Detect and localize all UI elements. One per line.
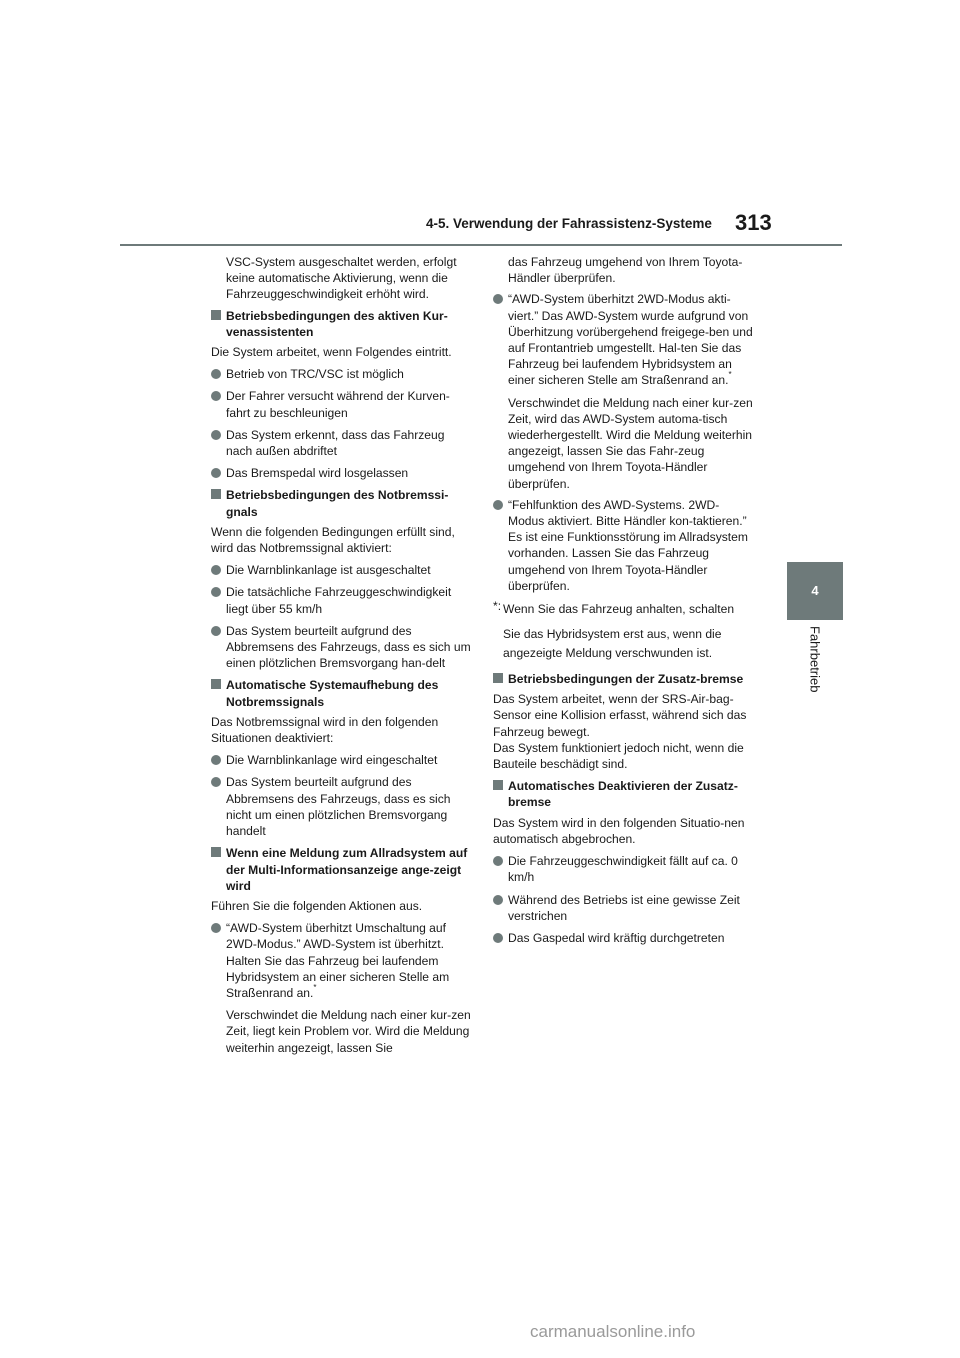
list-item xyxy=(493,892,753,924)
list-item-text: Während des Betriebs ist eine gewisse Zeit verstrichen xyxy=(508,892,740,923)
square-bullet-icon xyxy=(211,679,221,689)
section-heading xyxy=(211,308,471,340)
list-item-text: Die Warnblinkanlage ist ausgeschaltet xyxy=(226,563,431,578)
list-item-text: “AWD-System überhitzt 2WD-Modus akti-viert.” Das AWD-System wurde aufgrund von Überhitzung vorübergehend freigege-ben und auf Frontantrieb umgestellt. Hal-ten Sie das Fahrzeug bei laufendem Hybridsystem an einer sicheren Stelle am Straßenrand an. xyxy=(508,292,753,388)
list-item-text: Die tatsächliche Fahrzeuggeschwindigkeit liegt über 55 km/h xyxy=(226,585,452,616)
list-item-text: Der Fahrer versucht während der Kurven-fahrt zu beschleunigen xyxy=(226,389,450,420)
footnote-mark: *: xyxy=(493,599,502,614)
footnote-marker: * xyxy=(313,982,317,992)
list-item-text: Betrieb von TRC/VSC ist möglich xyxy=(226,367,404,382)
list-item xyxy=(211,562,471,578)
square-bullet-icon xyxy=(211,489,221,499)
list-item xyxy=(211,427,471,459)
body-text: Das System funktioniert jedoch nicht, wenn die Bauteile beschädigt sind. xyxy=(493,740,744,772)
body-text: Das System wird in den folgenden Situatio-nen automatisch abgebrochen. xyxy=(493,815,745,846)
body-text: Das System arbeitet, wenn der SRS-Air-bag-Sensor eine Kollision erfasst, während sich das Fahrzeug bewegt. xyxy=(493,692,747,739)
heading-text: Automatische Systemaufhebung des Notbremssignals xyxy=(226,678,439,709)
list-item-text: “AWD-System überhitzt Umschaltung auf 2WD-Modus.” AWD-System ist überhitzt. Halten Sie das Fahrzeug bei laufendem Hybridsystem an einer sicheren Stelle am Straßenrand an. xyxy=(226,921,450,1000)
circle-bullet-icon xyxy=(211,391,221,401)
header-rule xyxy=(120,244,842,246)
heading-text: Betriebsbedingungen des Notbremssi-gnals xyxy=(226,488,449,519)
list-item xyxy=(211,388,471,420)
heading-text: Betriebsbedingungen der Zusatz-bremse xyxy=(508,672,744,687)
circle-bullet-icon xyxy=(493,500,503,510)
intro-text: VSC-System ausgeschaltet werden, erfolgt keine automatische Aktivierung, wenn die Fahrzeuggeschwindigkeit erhöht wird. xyxy=(226,255,457,302)
section-heading xyxy=(493,671,753,687)
circle-bullet-icon xyxy=(493,933,503,943)
body-text: Das Notbremssignal wird in den folgenden Situationen deaktiviert: xyxy=(211,714,439,746)
right-column xyxy=(493,254,753,952)
section-heading xyxy=(211,677,471,709)
list-item xyxy=(493,930,753,946)
left-column xyxy=(211,254,471,1061)
footnote xyxy=(493,600,753,619)
footnote-text-continued: Sie das Hybridsystem erst aus, wenn die angezeigte Meldung verschwunden ist. xyxy=(503,627,722,661)
list-item-text: “Fehlfunktion des AWD-Systems. 2WD-Modus aktiviert. Bitte Händler kon-taktieren.” Es ist eine Funktionsstörung im Allradsystem vorhanden. Lassen Sie das Fahrzeug umgehend von Ihrem Toyota-Händler überprüfen. xyxy=(508,497,748,593)
circle-bullet-icon xyxy=(211,755,221,765)
page-number: 313 xyxy=(735,210,772,235)
list-item xyxy=(211,584,471,616)
body-text: Führen Sie die folgenden Aktionen aus. xyxy=(211,898,423,913)
circle-bullet-icon xyxy=(211,369,221,379)
list-item xyxy=(211,623,471,672)
square-bullet-icon xyxy=(493,673,503,683)
list-item-text: Das Bremspedal wird losgelassen xyxy=(226,466,409,481)
chapter-label-text: Fahrbetrieb xyxy=(807,626,823,693)
list-item-continuation: Verschwindet die Meldung nach einer kur-zen Zeit, liegt kein Problem vor. Wird die Meldung weiterhin angezeigt, lassen Sie xyxy=(226,1008,471,1055)
square-bullet-icon xyxy=(211,847,221,857)
circle-bullet-icon xyxy=(211,777,221,787)
circle-bullet-icon xyxy=(211,626,221,636)
body-text: Die System arbeitet, wenn Folgendes eintritt. xyxy=(211,345,452,360)
section-heading xyxy=(211,845,471,894)
circle-bullet-icon xyxy=(211,923,221,933)
section-title: 4-5. Verwendung der Fahrassistenz-Systeme xyxy=(426,216,712,231)
heading-text: Wenn eine Meldung zum Allradsystem auf der Multi-Informationsanzeige ange-zeigt wird xyxy=(226,846,468,893)
list-item xyxy=(211,752,471,768)
circle-bullet-icon xyxy=(493,294,503,304)
list-item-text: Das System beurteilt aufgrund des Abbremsens des Fahrzeugs, dass es sich nicht um einen plötzlichen Bremsvorgang handelt xyxy=(226,775,451,839)
list-item-continuation: das Fahrzeug umgehend von Ihrem Toyota-Händler überprüfen. xyxy=(508,255,743,286)
circle-bullet-icon xyxy=(211,430,221,440)
circle-bullet-icon xyxy=(493,856,503,866)
circle-bullet-icon xyxy=(493,895,503,905)
list-item xyxy=(493,497,753,594)
list-item xyxy=(211,774,471,839)
footnote-marker: * xyxy=(728,370,732,380)
list-item-text: Das Gaspedal wird kräftig durchgetreten xyxy=(508,930,725,945)
list-item xyxy=(211,465,471,481)
footnote-text: Wenn Sie das Fahrzeug anhalten, schalten xyxy=(503,602,735,617)
square-bullet-icon xyxy=(493,780,503,790)
list-item xyxy=(211,920,471,1001)
list-item-text: Die Fahrzeuggeschwindigkeit fällt auf ca. 0 km/h xyxy=(508,854,738,885)
circle-bullet-icon xyxy=(211,468,221,478)
heading-text: Automatisches Deaktivieren der Zusatz-bremse xyxy=(508,779,738,810)
list-item-text: Das System erkennt, dass das Fahrzeug nach außen abdriftet xyxy=(226,427,445,459)
section-heading xyxy=(211,487,471,519)
list-item-text: Die Warnblinkanlage wird eingeschaltet xyxy=(226,753,438,768)
list-item-continuation: Verschwindet die Meldung nach einer kur-zen Zeit, wird das AWD-System automa-tisch wiederhergestellt. Wird die Meldung weiterhin angezeigt, lassen Sie das Fahr-zeug umgehend von Ihrem Toyota-Händler überprüfen. xyxy=(508,395,753,491)
list-item xyxy=(211,366,471,382)
section-heading xyxy=(493,778,753,810)
circle-bullet-icon xyxy=(211,565,221,575)
chapter-label xyxy=(787,626,843,736)
list-item-text: Das System beurteilt aufgrund des Abbremsens des Fahrzeugs, dass es sich um einen plötzlichen Bremsvorgang han-delt xyxy=(226,623,471,671)
heading-text: Betriebsbedingungen des aktiven Kur-venassistenten xyxy=(226,308,448,339)
watermark: carmanualsonline.info xyxy=(530,1322,696,1341)
list-item xyxy=(493,291,753,388)
square-bullet-icon xyxy=(211,310,221,320)
chapter-tab: 4 xyxy=(787,562,843,620)
list-item xyxy=(493,853,753,885)
body-text: Wenn die folgenden Bedingungen erfüllt sind, wird das Notbremssignal aktiviert: xyxy=(211,524,455,556)
circle-bullet-icon xyxy=(211,587,221,597)
